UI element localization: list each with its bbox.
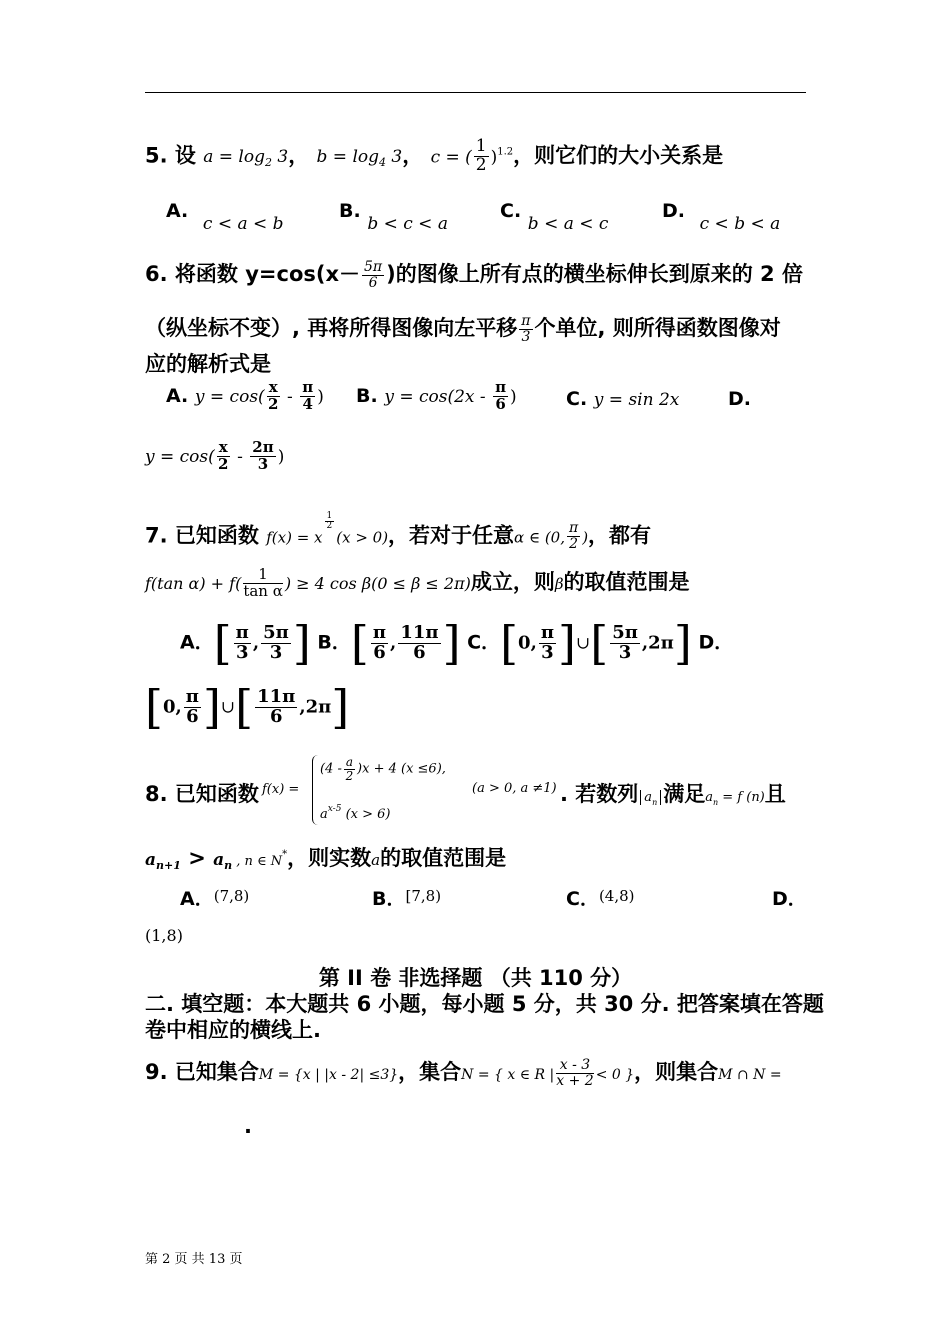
q8-option-c <box>566 884 635 911</box>
q9-n-num: x - 3 <box>556 1058 593 1074</box>
q7-option-d-n1: π <box>185 685 199 707</box>
q8-option-b <box>372 884 441 911</box>
q6-option-b-pre: y = cos(2x - <box>384 386 492 407</box>
q8-option-a-expr: (7,8) <box>213 887 250 905</box>
q8-mid: . 若数列 <box>560 782 639 806</box>
q8-option-c-expr: (4,8) <box>598 887 635 905</box>
q6-line1-a: 6. 将函数 y=cos(x－ <box>145 262 361 286</box>
question-5 <box>145 138 723 175</box>
q8-line2-tail: ，则实数 <box>287 846 372 870</box>
q7-ineq-a: f(tan α) + f( <box>145 574 242 593</box>
q7-option-a-label: A． <box>180 631 214 654</box>
q5-option-c <box>500 200 609 234</box>
q7-beta: β <box>554 575 564 593</box>
q7-tail: ，都有 <box>588 523 652 548</box>
q8-case1-a: (4 - <box>320 761 342 777</box>
q8-line2-star: * <box>282 849 288 860</box>
page-footer: 第 2 页 共 13 页 <box>145 1252 243 1267</box>
q6-option-d-end: ) <box>277 446 285 467</box>
q6-option-d-pre: y = cos( <box>145 446 215 467</box>
q7-option-a-d2: 3 <box>269 641 283 663</box>
q5-option-a-label: A. <box>166 200 189 222</box>
q5-a-def: a = log <box>203 147 265 168</box>
q5-a-arg: 3 <box>271 147 289 168</box>
q5-option-d-expr: c < b < a <box>699 214 781 234</box>
q7-ineq-d: tan α <box>243 581 283 600</box>
q5-a-base: 2 <box>264 156 272 170</box>
q8-rel: a <box>705 790 713 805</box>
q5-sep1: ， <box>288 143 310 168</box>
q8-option-d-label: D． <box>772 888 807 910</box>
q8-seq: a <box>644 790 653 805</box>
q6-option-a-d2: 4 <box>302 394 313 413</box>
q6-shift-den: 3 <box>521 328 531 345</box>
q6-option-c-expr: y = sin 2x <box>593 390 680 410</box>
q8-rel-sub: n <box>712 798 719 807</box>
q6-option-c-label: C. <box>566 388 588 410</box>
q8-seq-sub: n <box>652 798 658 807</box>
q8-line2-sub1: n+1 <box>156 859 181 872</box>
q7-f-def: f(x) = x <box>266 528 323 547</box>
q8-case2-exp: x-5 <box>327 804 342 814</box>
q7-ineq-tail2: 的取值范围是 <box>563 570 690 594</box>
q7-options-row: A．[ $\frac{\pi}{3}$ , $\frac{5\pi}{3}$ ] B．[ $\frac{\pi}{6}$ , $\frac{11\pi}{6}$ ] C．[0, $\frac{\pi}{3}$ ]∪[ $\frac{5\pi}{3}$ ,2π] D． <box>180 616 734 670</box>
q7-option-c-d2: 3 <box>618 641 632 663</box>
q5-option-b-label: B. <box>339 200 361 222</box>
q7-option-b-label: B． <box>317 631 351 654</box>
q7-option-a-comma: , <box>252 632 260 654</box>
q7-alpha-n: π <box>568 520 579 537</box>
q5-option-a <box>166 200 284 234</box>
q8-line2-sub2: n <box>224 859 233 872</box>
q6-option-d-d1: 2 <box>218 454 229 473</box>
question-8-line-1-tail <box>560 778 786 808</box>
q6-option-a <box>166 380 324 413</box>
q9-answer-dot: . <box>244 1114 252 1138</box>
q5-option-a-expr: c < a < b <box>202 214 284 234</box>
q6-option-b-end: ) <box>510 386 517 407</box>
q7-option-b-d2: 6 <box>413 641 426 663</box>
q9-n-def: N = { x ∈ R | <box>461 1067 555 1083</box>
q9-tail: ，则集合 <box>634 1060 719 1084</box>
q8-option-b-label: B． <box>372 888 406 910</box>
q7-option-c-n2: 5π <box>612 621 638 643</box>
q8-f-def: f(x) = <box>262 782 300 797</box>
q6-option-a-n2: π <box>302 378 314 396</box>
q8-case1-n: a <box>345 755 354 769</box>
q6-line2-b: 个单位, 则所得函数图像对 <box>534 316 781 340</box>
q7-option-c-n1: π <box>540 621 555 643</box>
q5-lead: 5. 设 <box>145 143 196 168</box>
q7-option-b-n2: 11π <box>400 621 439 643</box>
q6-line2-a: （纵坐标不变）, 再将所得图像向左平移 <box>145 316 518 340</box>
q6-option-a-pre: y = cos( <box>194 386 265 407</box>
q5-sep2: ， <box>402 143 424 168</box>
q7-option-c-union: ∪ <box>575 633 591 654</box>
q7-mid: ，若对于任意 <box>388 523 515 548</box>
q6-line3: 应的解析式是 <box>145 352 271 376</box>
q6-option-d-label-wrap <box>728 388 751 410</box>
q7-ineq-n: 1 <box>243 567 283 584</box>
section-2-title: 第 II 卷 非选择题 （共 110 分） <box>318 966 633 990</box>
q8-line2-gt: > <box>180 846 214 870</box>
q7-f-cond: (x > 0) <box>336 528 389 547</box>
q7-alpha-in: α ∈ (0, <box>514 528 565 547</box>
section-2-instruction-2: 卷中相应的横线上. <box>145 1018 321 1042</box>
q6-option-a-end: ) <box>317 386 324 407</box>
q5-option-d-label: D. <box>662 200 685 222</box>
q7-option-c-r: ,2π <box>641 632 674 654</box>
q5-b-arg: 3 <box>386 147 403 168</box>
q8-tail: 且 <box>764 782 786 806</box>
q5-option-c-label: C. <box>500 200 522 222</box>
q8-option-b-expr: [7,8) <box>405 887 442 905</box>
q6-option-a-mid: - <box>281 386 299 407</box>
q6-option-d <box>145 440 284 473</box>
q8-mid2: 满足 <box>663 782 706 806</box>
q7-option-d-r: ,2π <box>299 696 332 718</box>
q7-alpha-close: ) <box>582 528 589 547</box>
question-6-line-3 <box>145 348 271 378</box>
q6-option-b <box>356 380 517 413</box>
q5-option-d <box>662 200 781 234</box>
q6-option-b-n: π <box>495 378 507 396</box>
question-6-line-2 <box>145 312 781 344</box>
q6-option-a-label: A. <box>166 384 189 407</box>
q6-option-d-d2: 3 <box>257 454 269 473</box>
q5-c-den: 2 <box>475 154 487 175</box>
q8-case2-base: a <box>320 807 328 822</box>
q8-case1-b: )x + 4 (x ≤6), <box>357 761 446 777</box>
question-9 <box>145 1056 782 1088</box>
q7-lead: 7. 已知函数 <box>145 523 259 548</box>
q9-n-den: x + 2 <box>556 1072 594 1089</box>
q7-ineq-b: ) ≥ 4 cos β(0 ≤ β ≤ 2π) <box>284 574 471 593</box>
q8-line2-a: a <box>145 850 157 870</box>
q7-option-c-l: 0, <box>518 632 537 654</box>
q7-alpha-d: 2 <box>569 535 579 552</box>
q6-option-d-n1: x <box>218 438 228 456</box>
q9-lead: 9. 已知集合 <box>145 1060 259 1084</box>
question-7-line-2 <box>145 566 690 599</box>
q6-option-d-label: D. <box>728 388 751 410</box>
q8-lead: 8. 已知函数 <box>145 782 259 806</box>
q7-option-d-union: ∪ <box>220 697 236 718</box>
q7-option-b-comma: , <box>390 632 397 654</box>
q5-b-base: 4 <box>379 156 387 170</box>
q6-line1-b: )的图像上所有点的横坐标伸长到原来的 2 倍 <box>386 262 803 286</box>
q9-mid: ，集合 <box>398 1060 462 1084</box>
q8-line2-tail2: 的取值范围是 <box>380 846 507 870</box>
q5-c-close: ) <box>490 147 498 168</box>
q5-option-c-expr: b < a < c <box>527 214 609 234</box>
q7-option-d: [0, $\frac{\pi}{6}$ ]∪[ $\frac{11\pi}{6}$ ,2π] <box>145 680 350 734</box>
q8-option-c-label: C． <box>566 888 599 910</box>
q8-case-1 <box>320 756 446 782</box>
q5-b-def: b = log <box>316 147 380 168</box>
q7-f-exp-d: 2 <box>326 521 333 532</box>
q5-c-def: c = ( <box>430 147 472 168</box>
q8-option-a <box>180 884 249 911</box>
q7-option-d-d2: 6 <box>269 705 283 727</box>
q7-option-a-d1: 3 <box>236 641 249 663</box>
q8-option-d-expr: (1,8) <box>145 926 183 945</box>
q6-shift-num: π <box>521 312 531 329</box>
q5-c-num: 1 <box>475 136 487 156</box>
q6-option-b-label: B. <box>356 384 378 407</box>
q8-line2-a-var: a <box>371 851 381 869</box>
q5-tail: ，则它们的大小关系是 <box>513 143 724 168</box>
q8-case-2 <box>320 804 391 822</box>
q8-case2-cond: (x > 6) <box>341 807 391 822</box>
q6-option-c <box>566 388 679 410</box>
q5-option-b <box>339 200 448 234</box>
q7-f-exp-n: 1 <box>326 511 333 521</box>
q7-option-d-d1: 6 <box>186 705 199 727</box>
question-6-line-1 <box>145 258 803 290</box>
q7-option-b-n1: π <box>372 621 387 643</box>
question-8-line-2 <box>145 842 506 872</box>
q8-case1-d: 2 <box>345 768 354 783</box>
q8-rel-b: = f (n) <box>718 790 765 805</box>
q9-m-def: M = {x | |x - 2| ≤3} <box>258 1067 399 1083</box>
q7-option-b-d1: 6 <box>373 641 386 663</box>
q7-option-d-n2: 11π <box>257 685 296 707</box>
q6-option-d-n2: 2π <box>252 438 274 456</box>
q7-option-a-n1: π <box>235 621 249 643</box>
q7-option-d-l: 0, <box>162 696 182 718</box>
q7-option-c-d1: 3 <box>541 641 554 663</box>
section-2-instruction-1: 二. 填空题：本大题共 6 小题，每小题 5 分，共 30 分. 把答案填在答题 <box>145 992 824 1016</box>
q8-line2-c: , n ∈ N <box>232 854 283 869</box>
q8-param: (a > 0, a ≠1) <box>472 781 557 796</box>
q6-option-a-n1: x <box>268 378 278 396</box>
header-rule <box>145 92 806 93</box>
q6-option-a-d1: 2 <box>267 394 279 413</box>
q6-option-d-mid: - <box>231 446 249 467</box>
q9-n-end: < 0 } <box>595 1067 635 1083</box>
q6-option-b-d: 6 <box>495 394 506 413</box>
question-8-lead <box>145 778 259 808</box>
question-7-line-1 <box>145 512 651 552</box>
q6-frac-den: 6 <box>368 274 378 291</box>
q8-option-d <box>772 884 807 911</box>
q7-option-c-label: C． <box>467 631 501 654</box>
q7-option-a-n2: 5π <box>263 621 289 643</box>
q5-c-exp: 1.2 <box>497 146 514 158</box>
q8-line2-b: a <box>213 850 225 870</box>
q7-ineq-tail: 成立，则 <box>470 570 555 594</box>
q7-option-d-label: D． <box>698 631 734 654</box>
q9-ask: M ∩ N = <box>718 1067 782 1083</box>
q6-frac-num: 5π <box>364 258 383 275</box>
q5-option-b-expr: b < c < a <box>367 214 448 234</box>
q8-option-a-label: A． <box>180 888 214 910</box>
